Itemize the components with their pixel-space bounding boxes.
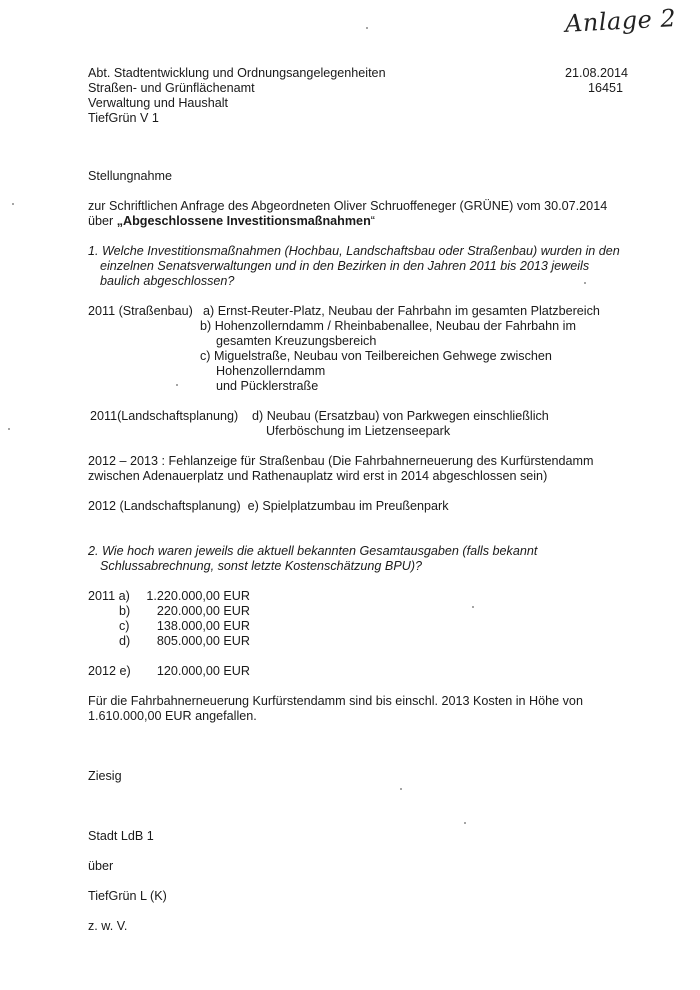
answer-item-cont: Uferböschung im Lietzenseepark <box>266 424 451 438</box>
document-title: Stellungnahme <box>88 169 173 183</box>
scan-speck <box>8 428 10 430</box>
cost-label: c) <box>119 619 130 633</box>
signature: Ziesig <box>88 769 122 783</box>
question-line: Schlussabrechnung, sonst letzte Kostenschätzung BPU)? <box>100 559 423 573</box>
org-line: TiefGrün V 1 <box>88 111 159 125</box>
scan-speck <box>176 384 178 386</box>
cost-amount: 138.000,00 EUR <box>156 619 250 633</box>
document-date: 21.08.2014 <box>565 66 629 80</box>
intro-line: zur Schriftlichen Anfrage des Abgeordneten Oliver Schruoffeneger (GRÜNE) vom 30.07.2014 <box>88 199 608 213</box>
note-line: Für die Fahrbahnerneuerung Kurfürstendamm sind bis einschl. 2013 Kosten in Höhe von <box>88 694 583 708</box>
scan-speck <box>400 788 402 790</box>
intro-prefix: über <box>88 214 117 228</box>
scan-speck <box>12 203 14 205</box>
question-line: baulich abgeschlossen? <box>100 274 235 288</box>
cost-label: b) <box>119 604 131 618</box>
year-label: 2011 (Straßenbau) <box>88 304 193 318</box>
cost-label: 2012 e) <box>88 664 131 678</box>
reference-number: 16451 <box>588 81 624 95</box>
subject-title: „Abgeschlossene Investitionsmaßnahmen <box>116 214 371 228</box>
cost-amount: 120.000,00 EUR <box>156 664 250 678</box>
answer-line: 2012 – 2013 : Fehlanzeige für Straßenbau (Die Fahrbahnerneuerung des Kurfürstendamm <box>88 454 594 468</box>
scan-speck <box>464 822 466 824</box>
cost-label: d) <box>119 634 131 648</box>
annex-label: Anlage 2 <box>564 4 677 38</box>
scan-speck <box>584 282 586 284</box>
question-line: einzelnen Senatsverwaltungen und in den Bezirken in den Jahren 2011 bis 2013 jeweils <box>100 259 590 273</box>
answer-item: c) Miguelstraße, Neubau von Teilbereichen Gehwege zwischen <box>200 349 552 363</box>
answer-line: zwischen Adenauerplatz und Rathenauplatz wird erst in 2014 abgeschlossen sein) <box>88 469 548 483</box>
cost-amount: 805.000,00 EUR <box>156 634 250 648</box>
org-line: Verwaltung und Haushalt <box>88 96 229 110</box>
answer-item-cont: Hohenzollerndamm <box>216 364 326 378</box>
answer-item: a) Ernst-Reuter-Platz, Neubau der Fahrbahn im gesamten Platzbereich <box>203 304 600 318</box>
question-line: 1. Welche Investitionsmaßnahmen (Hochbau, Landschaftsbau oder Straßenbau) wurden in den <box>88 244 620 258</box>
answer-2012-landschaft: 2012 (Landschaftsplanung) e) Spielplatzumbau im Preußenpark <box>88 499 449 513</box>
note-line: 1.610.000,00 EUR angefallen. <box>88 709 257 723</box>
routing-line: TiefGrün L (K) <box>88 889 167 903</box>
scan-speck <box>472 606 474 608</box>
answer-item-cont: gesamten Kreuzungsbereich <box>216 334 377 348</box>
answer-item-cont: und Pücklerstraße <box>216 379 319 393</box>
year-label: 2011(Landschaftsplanung) <box>90 409 239 423</box>
intro-subject <box>88 214 375 229</box>
cost-amount: 1.220.000,00 EUR <box>146 589 250 603</box>
org-line: Straßen- und Grünflächenamt <box>88 81 255 95</box>
routing-line: z. w. V. <box>88 919 128 933</box>
answer-item: d) Neubau (Ersatzbau) von Parkwegen einschließlich <box>252 409 549 423</box>
cost-amount: 220.000,00 EUR <box>156 604 250 618</box>
cost-label: 2011 a) <box>88 589 130 603</box>
question-line: 2. Wie hoch waren jeweils die aktuell bekannten Gesamtausgaben (falls bekannt <box>88 544 538 558</box>
scan-speck <box>366 27 368 29</box>
routing-line: über <box>88 859 114 873</box>
org-line: Abt. Stadtentwicklung und Ordnungsangelegenheiten <box>88 66 386 80</box>
answer-item: b) Hohenzollerndamm / Rheinbabenallee, Neubau der Fahrbahn im <box>200 319 576 333</box>
intro-suffix: “ <box>370 214 375 228</box>
routing-line: Stadt LdB 1 <box>88 829 154 843</box>
